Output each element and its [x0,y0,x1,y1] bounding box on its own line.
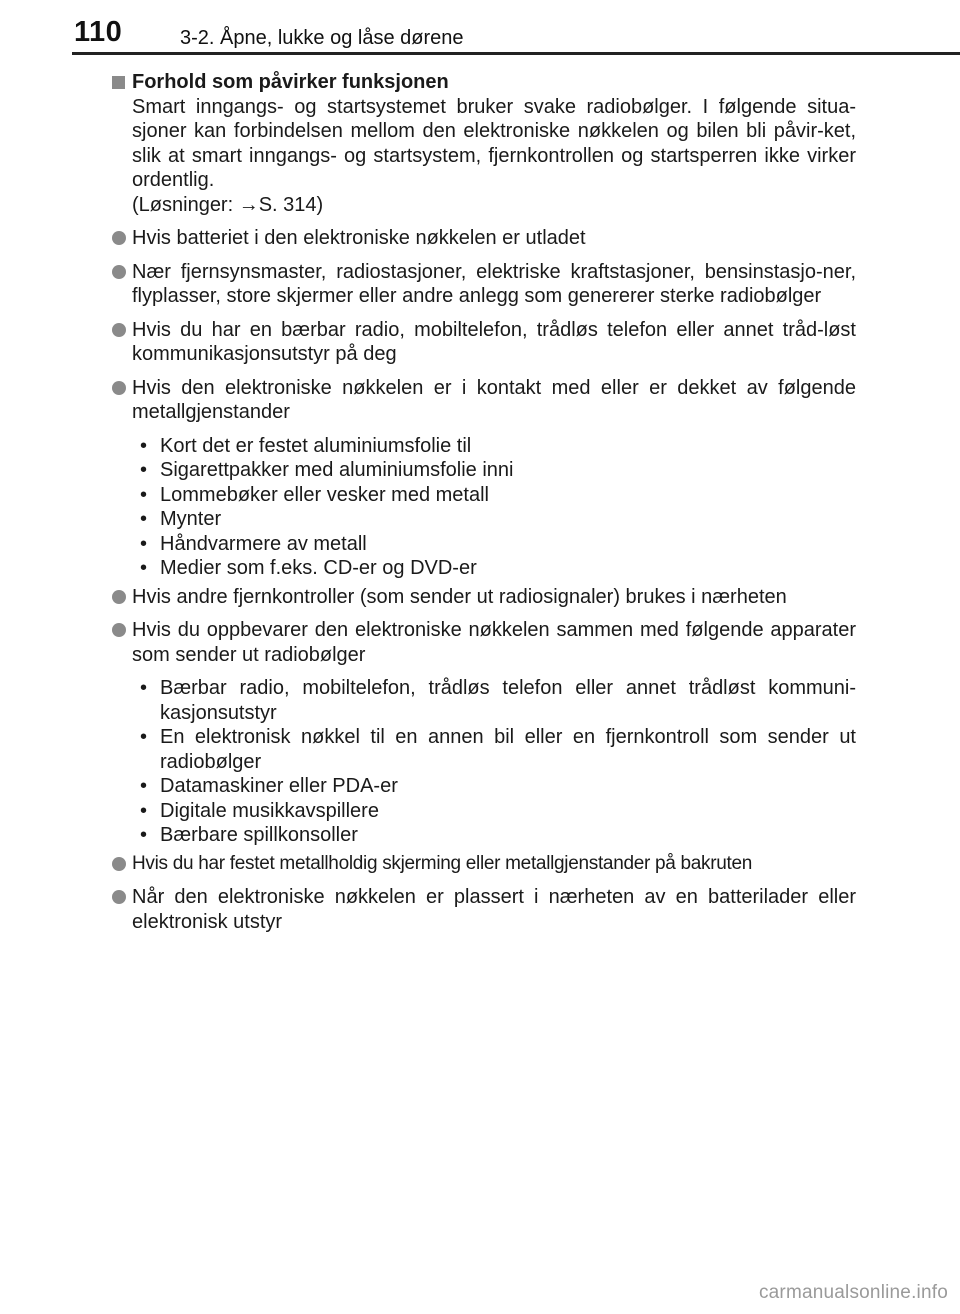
sub-list-item: • Bærbare spillkonsoller [140,824,358,846]
section-heading-text: Forhold som påvirker funksjonen [132,71,449,93]
sub-bullet-marker: • [140,775,148,797]
watermark: carmanualsonline.info [758,1282,948,1303]
header-divider [72,52,960,55]
round-bullet-icon [112,323,126,337]
sub-bullet-marker: • [140,799,148,822]
list-item [110,585,856,610]
sub-list [110,676,856,848]
sub-bullet-marker: • [140,508,148,530]
sub-bullet-marker: • [140,434,148,457]
sub-bullet-marker: • [140,459,148,481]
round-bullet-icon [112,231,126,245]
list-item-text: Hvis den elektroniske nøkkelen er i kontakt med eller er dekket av følgende metallgjenstander [132,376,856,423]
list-item [110,226,856,251]
section-title: 3-2. Åpne, lukke og låse dørene [180,27,464,49]
section-heading [110,70,856,95]
sub-list-item: • En elektronisk nøkkel til en annen bil eller en fjernkontroll som sender ut radiobølger [140,726,856,773]
sub-list-item: • Lommebøker eller vesker med metall [140,483,489,506]
page-header [0,0,960,54]
page-content [110,70,856,934]
list-item-text: Hvis andre fjernkontroller (som sender ut radiosignaler) brukes i nærheten [132,585,787,608]
sub-list-item: • Bærbar radio, mobiltelefon, trådløs telefon eller annet trådløst kommuni-kasjonsutstyr [140,677,856,724]
page-number: 110 [74,16,123,48]
list-item-text: Hvis batteriet i den elektroniske nøkkelen er utladet [132,227,586,249]
list-item-text: Hvis du har festet metallholdig skjerming eller metallgjenstander på bakruten [132,852,753,874]
list-item-text: Hvis du oppbevarer den elektroniske nøkkelen sammen med følgende apparater som sender ut radiobølger [132,619,856,666]
sub-list-item: • Medier som f.eks. CD-er og DVD-er [140,557,477,579]
sub-bullet-marker: • [140,677,148,699]
list-item [110,618,856,667]
sub-bullet-marker: • [140,483,148,506]
list-item [110,260,856,309]
sub-bullet-marker: • [140,532,148,555]
list-item [110,852,856,877]
sub-list-item: • Kort det er festet aluminiumsfolie til [140,434,472,457]
list-item-text: Nær fjernsynsmaster, radiostasjoner, elektriske kraftstasjoner, bensinstasjo-ner, flyplasser, store skjermer eller andre anlegg som genererer sterke radiobølger [132,260,856,307]
sub-list-item: • Mynter [140,508,222,530]
sub-list-item: • Digitale musikkavspillere [140,799,379,822]
solution-reference: (Løsninger: →S. 314) [132,193,324,216]
list-item-text: Hvis du har en bærbar radio, mobiltelefon, trådløs telefon eller annet tråd-løst kommunikasjonsutstyr på deg [132,318,856,365]
list-item-text: Når den elektroniske nøkkelen er plassert i nærheten av en batterilader eller elektronisk utstyr [132,886,856,933]
list-item [110,318,856,367]
sub-list-item: • Håndvarmere av metall [140,532,367,555]
sub-bullet-marker: • [140,557,148,579]
intro-text: Smart inngangs- og startsystemet bruker svake radiobølger. I følgende situa-sjoner kan forbindelsen mellom den elektroniske nøkkelen og bilen bli påvir-ket, slik at smart inngangs- og startsystem, fjernkontrollen og startsperren ikke virker ordentlig. [132,95,856,191]
round-bullet-icon [112,623,126,637]
round-bullet-icon [112,857,126,871]
sub-list [110,434,856,581]
sub-bullet-marker: • [140,824,148,846]
intro-paragraph [110,95,856,218]
square-bullet-icon [112,76,125,89]
sub-list-item: • Sigarettpakker med aluminiumsfolie inni [140,459,514,481]
round-bullet-icon [112,590,126,604]
round-bullet-icon [112,265,126,279]
sub-bullet-marker: • [140,726,148,748]
round-bullet-icon [112,381,126,395]
list-item [110,376,856,425]
list-item [110,885,856,934]
round-bullet-icon [112,890,126,904]
sub-list-item: • Datamaskiner eller PDA-er [140,775,398,797]
